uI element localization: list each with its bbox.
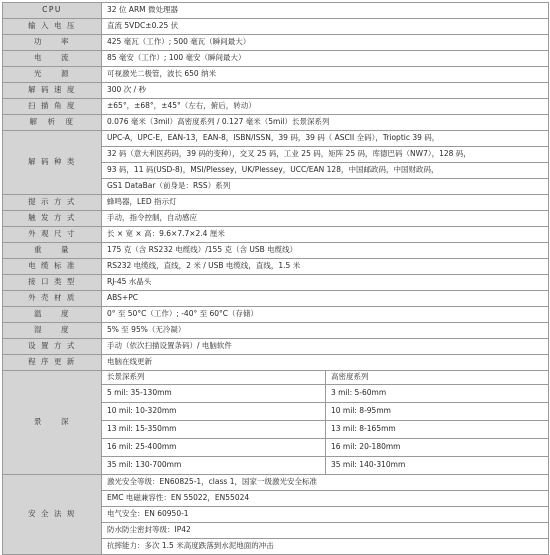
spec-label: 重 量 xyxy=(3,243,102,259)
spec-label: 温 度 xyxy=(3,307,102,323)
spec-row xyxy=(3,195,549,211)
depth-cell: 13 mil: 8-165mm xyxy=(326,421,549,439)
spec-table xyxy=(2,2,549,555)
safety-row xyxy=(3,475,549,491)
spec-value: 长 × 宽 × 高：9.6×7.7×2.4 厘米 xyxy=(102,227,549,243)
depth-cell: 10 mil: 10-320mm xyxy=(102,403,326,421)
spec-row xyxy=(3,83,549,99)
spec-value: 425 毫瓦（工作）; 500 毫瓦（瞬间最大） xyxy=(102,35,549,51)
spec-row xyxy=(3,323,549,339)
decode-line: GS1 DataBar（前身是：RSS）系列 xyxy=(102,179,549,195)
spec-value: 直流 5VDC±0.25 伏 xyxy=(102,19,549,35)
safety-line: 激光安全等级：EN60825-1，class 1，国家一级激光安全标准 xyxy=(102,475,549,491)
spec-value: 0.076 毫米（3mil）高密度系列 / 0.127 毫米（5mil）长景深系列 xyxy=(102,115,549,131)
spec-row xyxy=(3,115,549,131)
depth-cell: 5 mil: 35-130mm xyxy=(102,385,326,403)
spec-value: 手动（依次扫描设置条码）/ 电脑软件 xyxy=(102,339,549,355)
spec-label: 接 口 类 型 xyxy=(3,275,102,291)
safety-line: 抗摔能力：多次 1.5 米高度跌落到水泥地面的冲击 xyxy=(102,539,549,555)
spec-value: 5% 至 95%（无冷凝） xyxy=(102,323,549,339)
spec-row xyxy=(3,307,549,323)
spec-value: 电脑在线更新 xyxy=(102,355,549,371)
spec-label: 输 入 电 压 xyxy=(3,19,102,35)
spec-label: 电 流 xyxy=(3,51,102,67)
decode-line: 93 码，11 码(USD-8)，MSI/Plessey，UK/Plessey，UCC/EAN 128，中国邮政码，中国财政码， xyxy=(102,163,549,179)
spec-label: 解 析 度 xyxy=(3,115,102,131)
spec-label: 程 序 更 新 xyxy=(3,355,102,371)
spec-label: 安 全 法 规 xyxy=(3,475,102,555)
spec-value: 手动，指令控制，自动感应 xyxy=(102,211,549,227)
spec-row xyxy=(3,243,549,259)
spec-label: CPU xyxy=(3,3,102,19)
depth-cell: 13 mil: 15-350mm xyxy=(102,421,326,439)
spec-value: 可视激光二极管，波长 650 纳米 xyxy=(102,67,549,83)
spec-value: RS232 电缆线，直线，2 米 / USB 电缆线，直线，1.5 米 xyxy=(102,259,549,275)
spec-label: 电 缆 标 准 xyxy=(3,259,102,275)
spec-label: 湿 度 xyxy=(3,323,102,339)
spec-label: 触 发 方 式 xyxy=(3,211,102,227)
spec-row xyxy=(3,227,549,243)
spec-row xyxy=(3,211,549,227)
depth-cell: 10 mil: 8-95mm xyxy=(326,403,549,421)
spec-value: 蜂鸣器，LED 指示灯 xyxy=(102,195,549,211)
spec-label: 功 率 xyxy=(3,35,102,51)
depth-cell: 35 mil: 130-700mm xyxy=(102,457,326,475)
depth-cell: 16 mil: 25-400mm xyxy=(102,439,326,457)
spec-label: 解 码 种 类 xyxy=(3,131,102,195)
spec-value: 300 次 / 秒 xyxy=(102,83,549,99)
spec-value: 85 毫安（工作）; 100 毫安（瞬间最大） xyxy=(102,51,549,67)
spec-value: 32 位 ARM 微处理器 xyxy=(102,3,549,19)
depth-cell: 16 mil: 20-180mm xyxy=(326,439,549,457)
spec-label: 景 深 xyxy=(3,371,102,475)
spec-label: 设 置 方 式 xyxy=(3,339,102,355)
depth-col-header: 高密度系列 xyxy=(326,371,549,385)
safety-line: 防水防尘密封等级：IP42 xyxy=(102,523,549,539)
spec-row xyxy=(3,99,549,115)
safety-line: 电气安全：EN 60950-1 xyxy=(102,507,549,523)
spec-label: 外 观 尺 寸 xyxy=(3,227,102,243)
spec-row xyxy=(3,339,549,355)
spec-row xyxy=(3,35,549,51)
spec-value: ABS+PC xyxy=(102,291,549,307)
spec-label: 提 示 方 式 xyxy=(3,195,102,211)
spec-row xyxy=(3,19,549,35)
depth-col-header: 长景深系列 xyxy=(102,371,326,385)
decode-line: 32 码（意大利医药码，39 码的变种），交叉 25 码，工业 25 码，矩阵 25 码，库德巴码（NW7），128 码， xyxy=(102,147,549,163)
safety-line: EMC 电磁兼容性：EN 55022，EN55024 xyxy=(102,491,549,507)
spec-label: 扫 描 角 度 xyxy=(3,99,102,115)
spec-row xyxy=(3,67,549,83)
spec-row xyxy=(3,3,549,19)
spec-label: 外 壳 材 质 xyxy=(3,291,102,307)
spec-value: 175 克（含 RS232 电缆线）/155 克（含 USB 电缆线） xyxy=(102,243,549,259)
depth-cell: 35 mil: 140-310mm xyxy=(326,457,549,475)
spec-value: ±65°，±68°，±45°（左右，俯后，转动） xyxy=(102,99,549,115)
spec-value: 0° 至 50°C（工作）; -40° 至 60°C（存储） xyxy=(102,307,549,323)
spec-label: 解 码 速 度 xyxy=(3,83,102,99)
decode-line: UPC-A，UPC-E，EAN-13，EAN-8，ISBN/ISSN，39 码，39 码（ ASCII 全码），Trioptic 39 码， xyxy=(102,131,549,147)
spec-value: RJ-45 水晶头 xyxy=(102,275,549,291)
spec-row xyxy=(3,275,549,291)
depth-header-row xyxy=(3,371,549,385)
spec-row xyxy=(3,291,549,307)
spec-row xyxy=(3,131,549,147)
spec-row xyxy=(3,355,549,371)
spec-label: 光 源 xyxy=(3,67,102,83)
spec-row xyxy=(3,259,549,275)
spec-row xyxy=(3,51,549,67)
depth-cell: 3 mil: 5-60mm xyxy=(326,385,549,403)
